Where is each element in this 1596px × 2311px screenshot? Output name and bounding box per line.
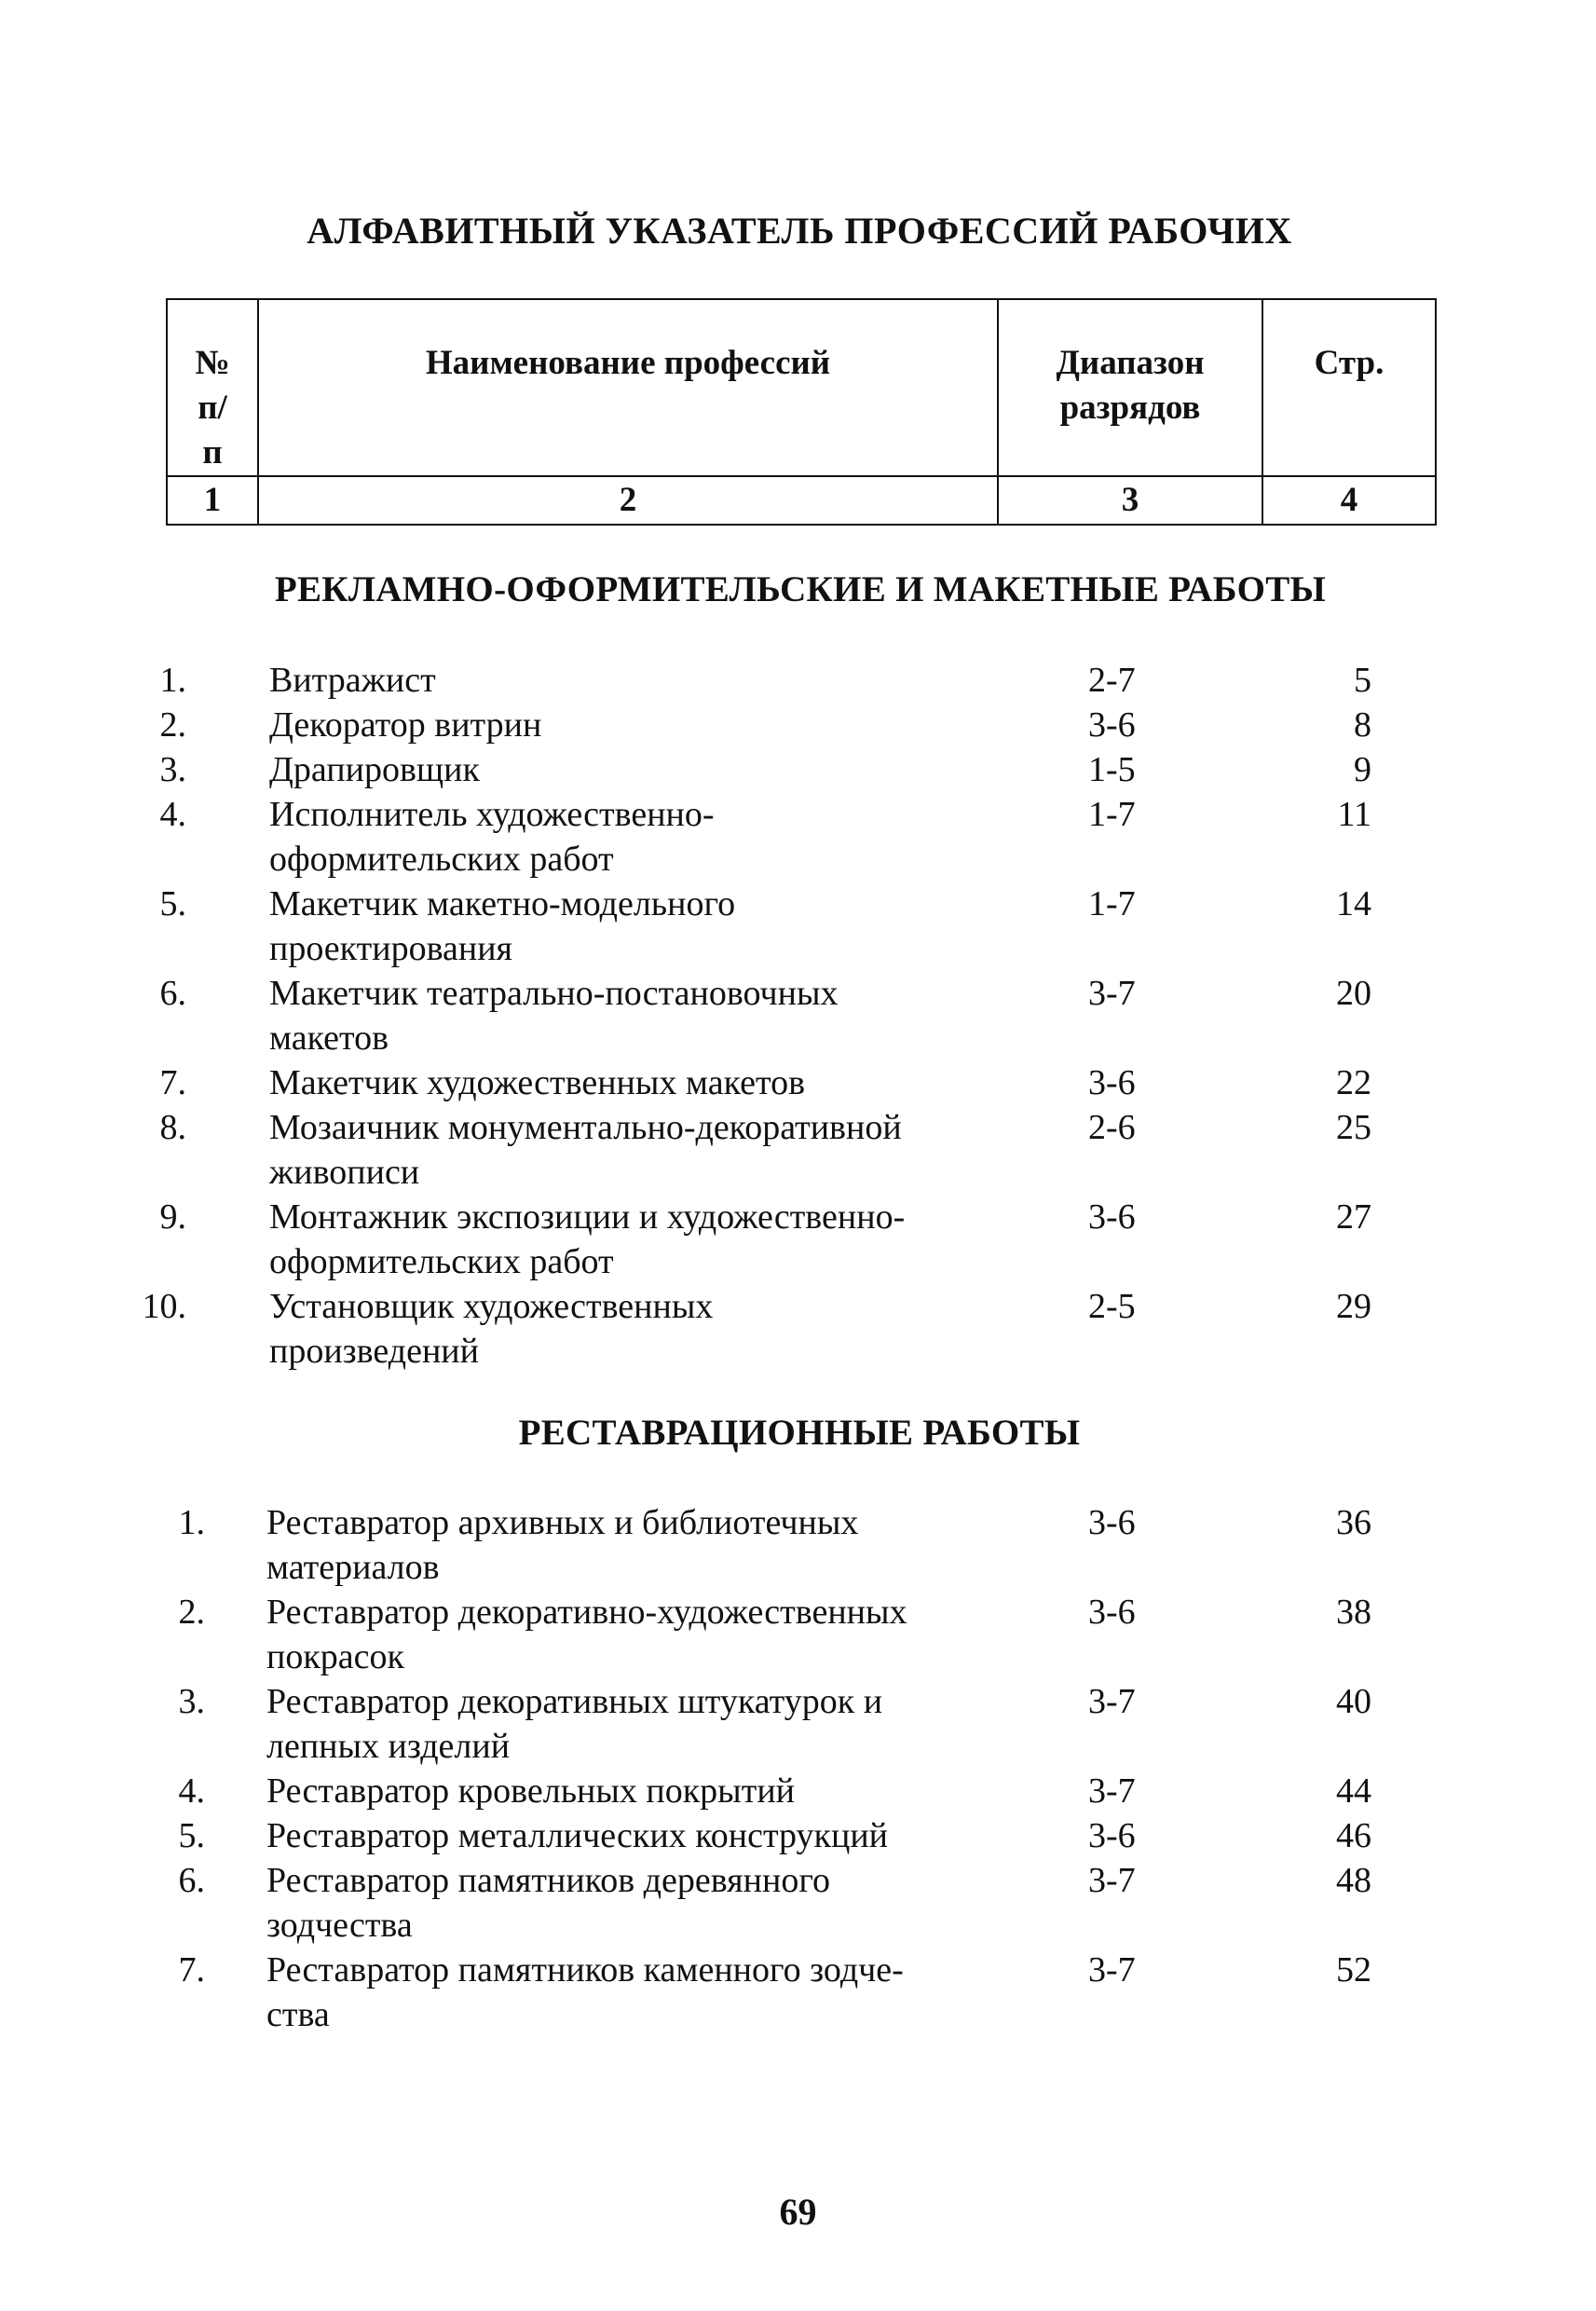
column-number-row	[167, 476, 1436, 525]
grade-range: 2-5	[1088, 1287, 1136, 1326]
column-number: 4	[1262, 476, 1436, 525]
profession-name: Макетчик театрально-постановочных макетов	[269, 974, 839, 1058]
column-number: 3	[998, 476, 1262, 525]
grade-range: 3-7	[1088, 974, 1136, 1013]
profession-name: Реставратор металлических конструкций	[266, 1816, 888, 1855]
profession-name: Мозаичник монументально-декоративной живописи	[269, 1108, 902, 1192]
grade-range: 2-6	[1088, 1108, 1136, 1147]
entry-number: 5.	[159, 884, 186, 923]
page-reference: 38	[1336, 1593, 1371, 1632]
page-reference: 36	[1336, 1503, 1371, 1542]
profession-name: Реставратор декоративных штукатурок и лепных изделий	[266, 1682, 883, 1766]
header-cell-number: № п/п	[167, 299, 258, 476]
entry-number: 2.	[159, 705, 186, 745]
page-reference: 40	[1336, 1682, 1371, 1721]
profession-name: Витражист	[269, 661, 436, 700]
grade-range: 1-7	[1088, 884, 1136, 923]
profession-name: Реставратор кровельных покрытий	[266, 1771, 795, 1811]
page-reference: 22	[1336, 1063, 1371, 1102]
grade-range: 1-5	[1088, 750, 1136, 789]
entry-number: 4.	[178, 1771, 205, 1811]
document-title: АЛФАВИТНЫЙ УКАЗАТЕЛЬ ПРОФЕССИЙ РАБОЧИХ	[307, 210, 1292, 252]
page-reference: 46	[1336, 1816, 1371, 1855]
page-reference: 25	[1336, 1108, 1371, 1147]
page-reference: 20	[1336, 974, 1371, 1013]
section-title: РЕКЛАМНО-ОФОРМИТЕЛЬСКИЕ И МАКЕТНЫЕ РАБОТЫ	[274, 569, 1327, 609]
profession-name: Реставратор архивных и библиотечных материалов	[266, 1503, 859, 1587]
page-reference: 9	[1354, 750, 1371, 789]
column-number: 1	[167, 476, 258, 525]
profession-name: Макетчик макетно-модельного проектирования	[269, 884, 736, 968]
page-reference: 5	[1354, 661, 1371, 700]
entry-number: 3.	[159, 750, 186, 789]
profession-name: Установщик художественных произведений	[269, 1287, 714, 1371]
profession-name: Макетчик художественных макетов	[269, 1063, 806, 1102]
section-title: РЕСТАВРАЦИОННЫЕ РАБОТЫ	[518, 1413, 1081, 1453]
entry-number: 6.	[178, 1861, 205, 1900]
header-row	[167, 299, 1436, 476]
entry-number: 7.	[159, 1063, 186, 1102]
entry-number: 4.	[159, 795, 186, 834]
column-number: 2	[258, 476, 998, 525]
page-reference: 14	[1336, 884, 1371, 923]
grade-range: 3-7	[1088, 1950, 1136, 1990]
page-reference: 48	[1336, 1861, 1371, 1900]
entry-number: 2.	[178, 1593, 205, 1632]
profession-name: Драпировщик	[269, 750, 480, 789]
grade-range: 3-6	[1088, 705, 1136, 745]
profession-name: Реставратор памятников каменного зодче- ства	[266, 1950, 904, 2034]
grade-range: 3-7	[1088, 1771, 1136, 1811]
entry-number: 7.	[178, 1950, 205, 1990]
page-reference: 27	[1336, 1197, 1371, 1237]
entry-number: 1.	[178, 1503, 205, 1542]
grade-range: 3-6	[1088, 1816, 1136, 1855]
grade-range: 3-6	[1088, 1593, 1136, 1632]
page-reference: 8	[1354, 705, 1371, 745]
profession-name: Реставратор декоративно-художественных покрасок	[266, 1593, 907, 1676]
entry-number: 1.	[159, 661, 186, 700]
header-cell-range: Диапазон разрядов	[998, 299, 1262, 476]
page-reference: 52	[1336, 1950, 1371, 1990]
profession-name: Декоратор витрин	[269, 705, 542, 745]
grade-range: 3-6	[1088, 1197, 1136, 1237]
entry-number: 10.	[142, 1287, 186, 1326]
entry-number: 9.	[159, 1197, 186, 1237]
page-reference: 11	[1337, 795, 1371, 834]
profession-name: Исполнитель художественно- оформительских работ	[269, 795, 715, 879]
profession-name: Монтажник экспозиции и художественно- оформительских работ	[269, 1197, 906, 1281]
grade-range: 3-7	[1088, 1861, 1136, 1900]
page-number: 69	[779, 2191, 817, 2233]
header-cell-name: Наименование профессий	[258, 299, 998, 476]
grade-range: 3-7	[1088, 1682, 1136, 1721]
grade-range: 2-7	[1088, 661, 1136, 700]
page-reference: 29	[1336, 1287, 1371, 1326]
header-cell-page: Стр.	[1262, 299, 1436, 476]
entry-number: 8.	[159, 1108, 186, 1147]
grade-range: 3-6	[1088, 1503, 1136, 1542]
entry-number: 3.	[178, 1682, 205, 1721]
entry-number: 5.	[178, 1816, 205, 1855]
profession-name: Реставратор памятников деревянного зодчества	[266, 1861, 830, 1945]
page-reference: 44	[1336, 1771, 1371, 1811]
grade-range: 1-7	[1088, 795, 1136, 834]
entry-number: 6.	[159, 974, 186, 1013]
grade-range: 3-6	[1088, 1063, 1136, 1102]
index-header-table	[166, 298, 1437, 526]
